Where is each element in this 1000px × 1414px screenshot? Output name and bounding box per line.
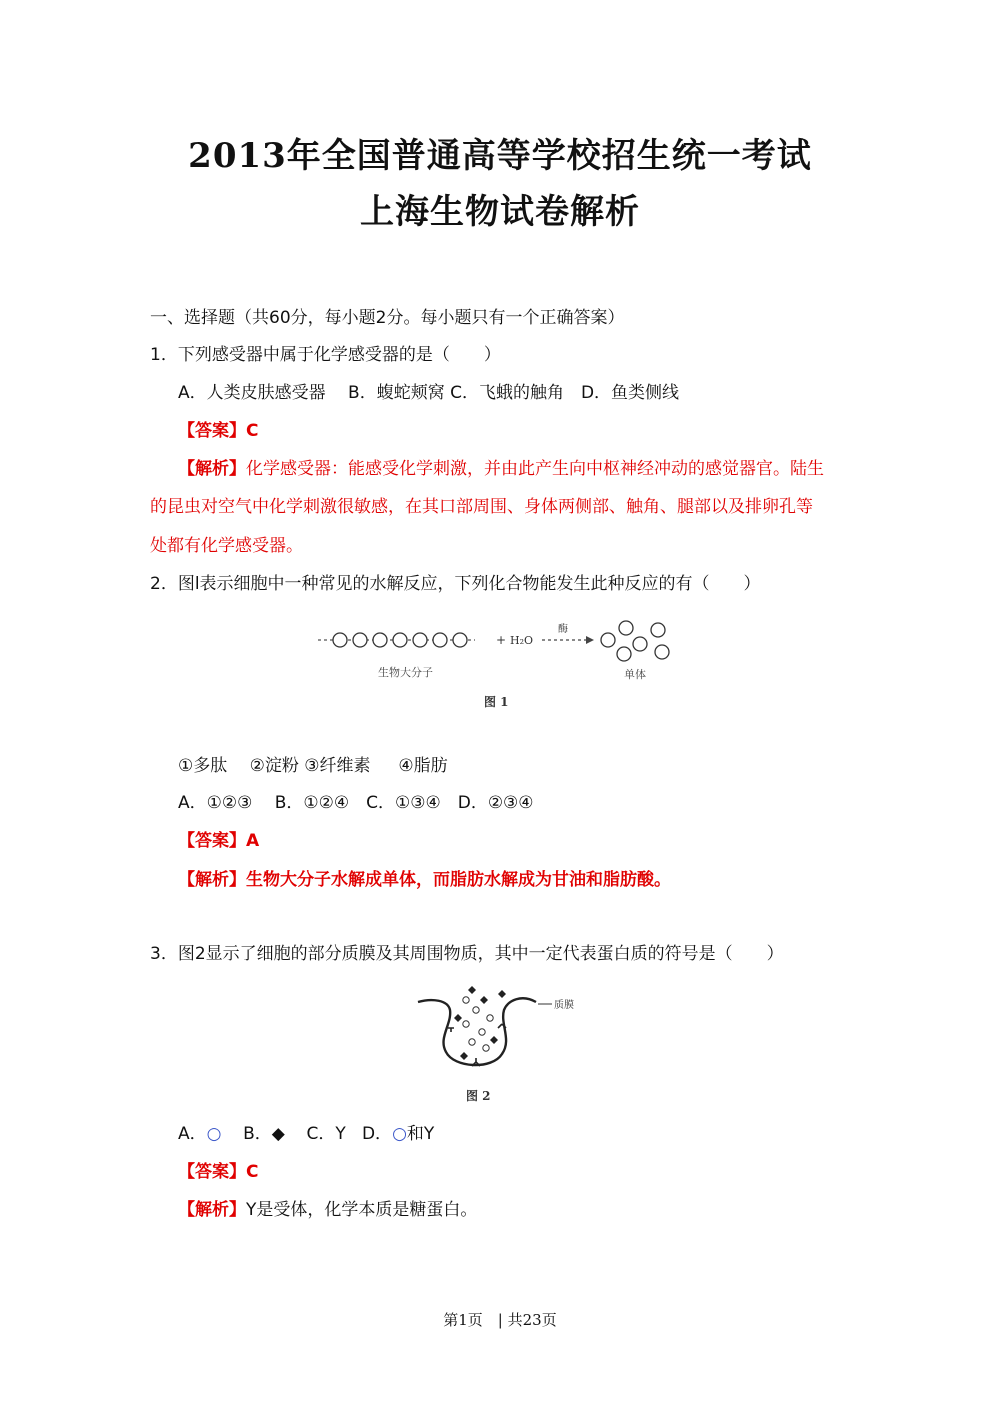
small-circle-icon: ○ (206, 1124, 222, 1144)
figure-1-enzyme: 酶 (558, 624, 568, 635)
q2-stem: 2．图l表示细胞中一种常见的水解反应，下列化合物能发生此种反应的有（ ） (150, 574, 761, 594)
polymer-monomer-circle (373, 633, 387, 647)
q3-option-a: A． (178, 1124, 207, 1144)
figure-2 (410, 980, 600, 1105)
small-circle-symbol (469, 1039, 475, 1045)
q1-analysis-line1 (178, 457, 824, 481)
polymer-monomer-circle (353, 633, 367, 647)
q3-answer-value: C (246, 1162, 259, 1182)
doc-title-line1: 2013年全国普通高等学校招生统一考试 (188, 136, 812, 176)
section-heading: 一、选择题（共60分，每小题2分。每小题只有一个正确答案） (150, 308, 625, 328)
q1-answer-label: 【答案】 (178, 421, 246, 441)
q2-answer-value: A (246, 831, 260, 851)
small-circle-symbol (473, 1007, 479, 1013)
diamond-symbol (480, 996, 488, 1004)
small-circle-symbol (463, 997, 469, 1003)
q2-analysis-text: 生物大分子水解成单体，而脂肪水解成为甘油和脂肪酸。 (246, 870, 671, 890)
doc-title-line2: 上海生物试卷解析 (360, 192, 640, 232)
q2-analysis (178, 868, 671, 892)
figure-1-right-label: 单体 (624, 668, 646, 681)
reaction-arrow-head (586, 636, 594, 644)
diamond-symbol (490, 1036, 498, 1044)
q3-analysis-label: 【解析】 (178, 1200, 246, 1220)
receptor-y-symbol (448, 1028, 454, 1032)
q3-option-d-tail: 和Y (406, 1124, 435, 1144)
q1-analysis-line2: 的昆虫对空气中化学刺激很敏感，在其口部周围、身体两侧部、触角、腿部以及排卵孔等 (150, 497, 813, 517)
figure-2-membrane-label: 质膜 (554, 1000, 574, 1011)
q1-answer-value: C (246, 421, 259, 441)
q3-stem: 3．图2显示了细胞的部分质膜及其周围物质，其中一定代表蛋白质的符号是（ ） (150, 944, 784, 964)
figure-1-water: H₂O (510, 634, 534, 647)
q1-analysis-line3: 处都有化学感受器。 (150, 536, 303, 556)
q3-options (178, 1122, 434, 1146)
q2-items: ①多肽 ②淀粉 ③纤维素 ④脂肪 (178, 756, 448, 776)
q2-analysis-label: 【解析】 (178, 870, 246, 890)
diamond-symbol (468, 986, 476, 994)
q3-answer (178, 1160, 258, 1184)
q2-answer-label: 【答案】 (178, 831, 246, 851)
free-monomer-circle (619, 621, 633, 635)
figure-1-left-label: 生物大分子 (378, 666, 433, 679)
q3-option-d: D． (361, 1124, 393, 1144)
q3-analysis-text: Y是受体，化学本质是糖蛋白。 (246, 1200, 478, 1220)
free-monomer-circle (651, 623, 665, 637)
page-footer: 第1页 | 共23页 (443, 1311, 557, 1329)
q1-options: A．人类皮肤感受器 B．蝮蛇颊窝 C．飞蛾的触角 D．鱼类侧线 (178, 383, 680, 403)
small-circle-icon: ○ (392, 1124, 407, 1144)
small-circle-symbol (487, 1015, 493, 1021)
diamond-symbol (454, 1014, 462, 1022)
figure-1-caption: 图 1 (484, 695, 509, 709)
polymer-monomer-circle (433, 633, 447, 647)
free-monomer-circle (617, 647, 631, 661)
q3-answer-label: 【答案】 (178, 1162, 246, 1182)
q2-answer (178, 829, 259, 853)
q3-option-c: C．Y (306, 1124, 346, 1144)
small-circle-symbol (463, 1021, 469, 1027)
small-circle-symbol (479, 1029, 485, 1035)
polymer-monomer-circle (453, 633, 467, 647)
figure-1-plus: + (496, 633, 507, 647)
free-monomer-circle (633, 637, 647, 651)
q1-stem: 1．下列感受器中属于化学感受器的是（ ） (150, 345, 501, 365)
q1-answer (178, 419, 258, 443)
free-monomer-circle (655, 645, 669, 659)
polymer-monomer-circle (413, 633, 427, 647)
free-monomer-circle (601, 633, 615, 647)
diamond-symbol (498, 990, 506, 998)
figure-1 (310, 612, 690, 712)
figure-1-diagram (310, 612, 690, 712)
diamond-symbol (460, 1052, 468, 1060)
figure-2-caption: 图 2 (466, 1089, 491, 1103)
q3-analysis (178, 1198, 477, 1222)
q2-options: A．①②③ B．①②④ C．①③④ D．②③④ (178, 793, 534, 813)
polymer-monomer-circle (333, 633, 347, 647)
figure-2-diagram (410, 980, 600, 1105)
q1-analysis-text1: 化学感受器：能感受化学刺激，并由此产生向中枢神经冲动的感觉器官。陆生 (246, 459, 824, 479)
small-circle-symbol (483, 1045, 489, 1051)
polymer-monomer-circle (393, 633, 407, 647)
q1-analysis-label: 【解析】 (178, 459, 246, 479)
q3-option-b: B．◆ (243, 1124, 285, 1144)
